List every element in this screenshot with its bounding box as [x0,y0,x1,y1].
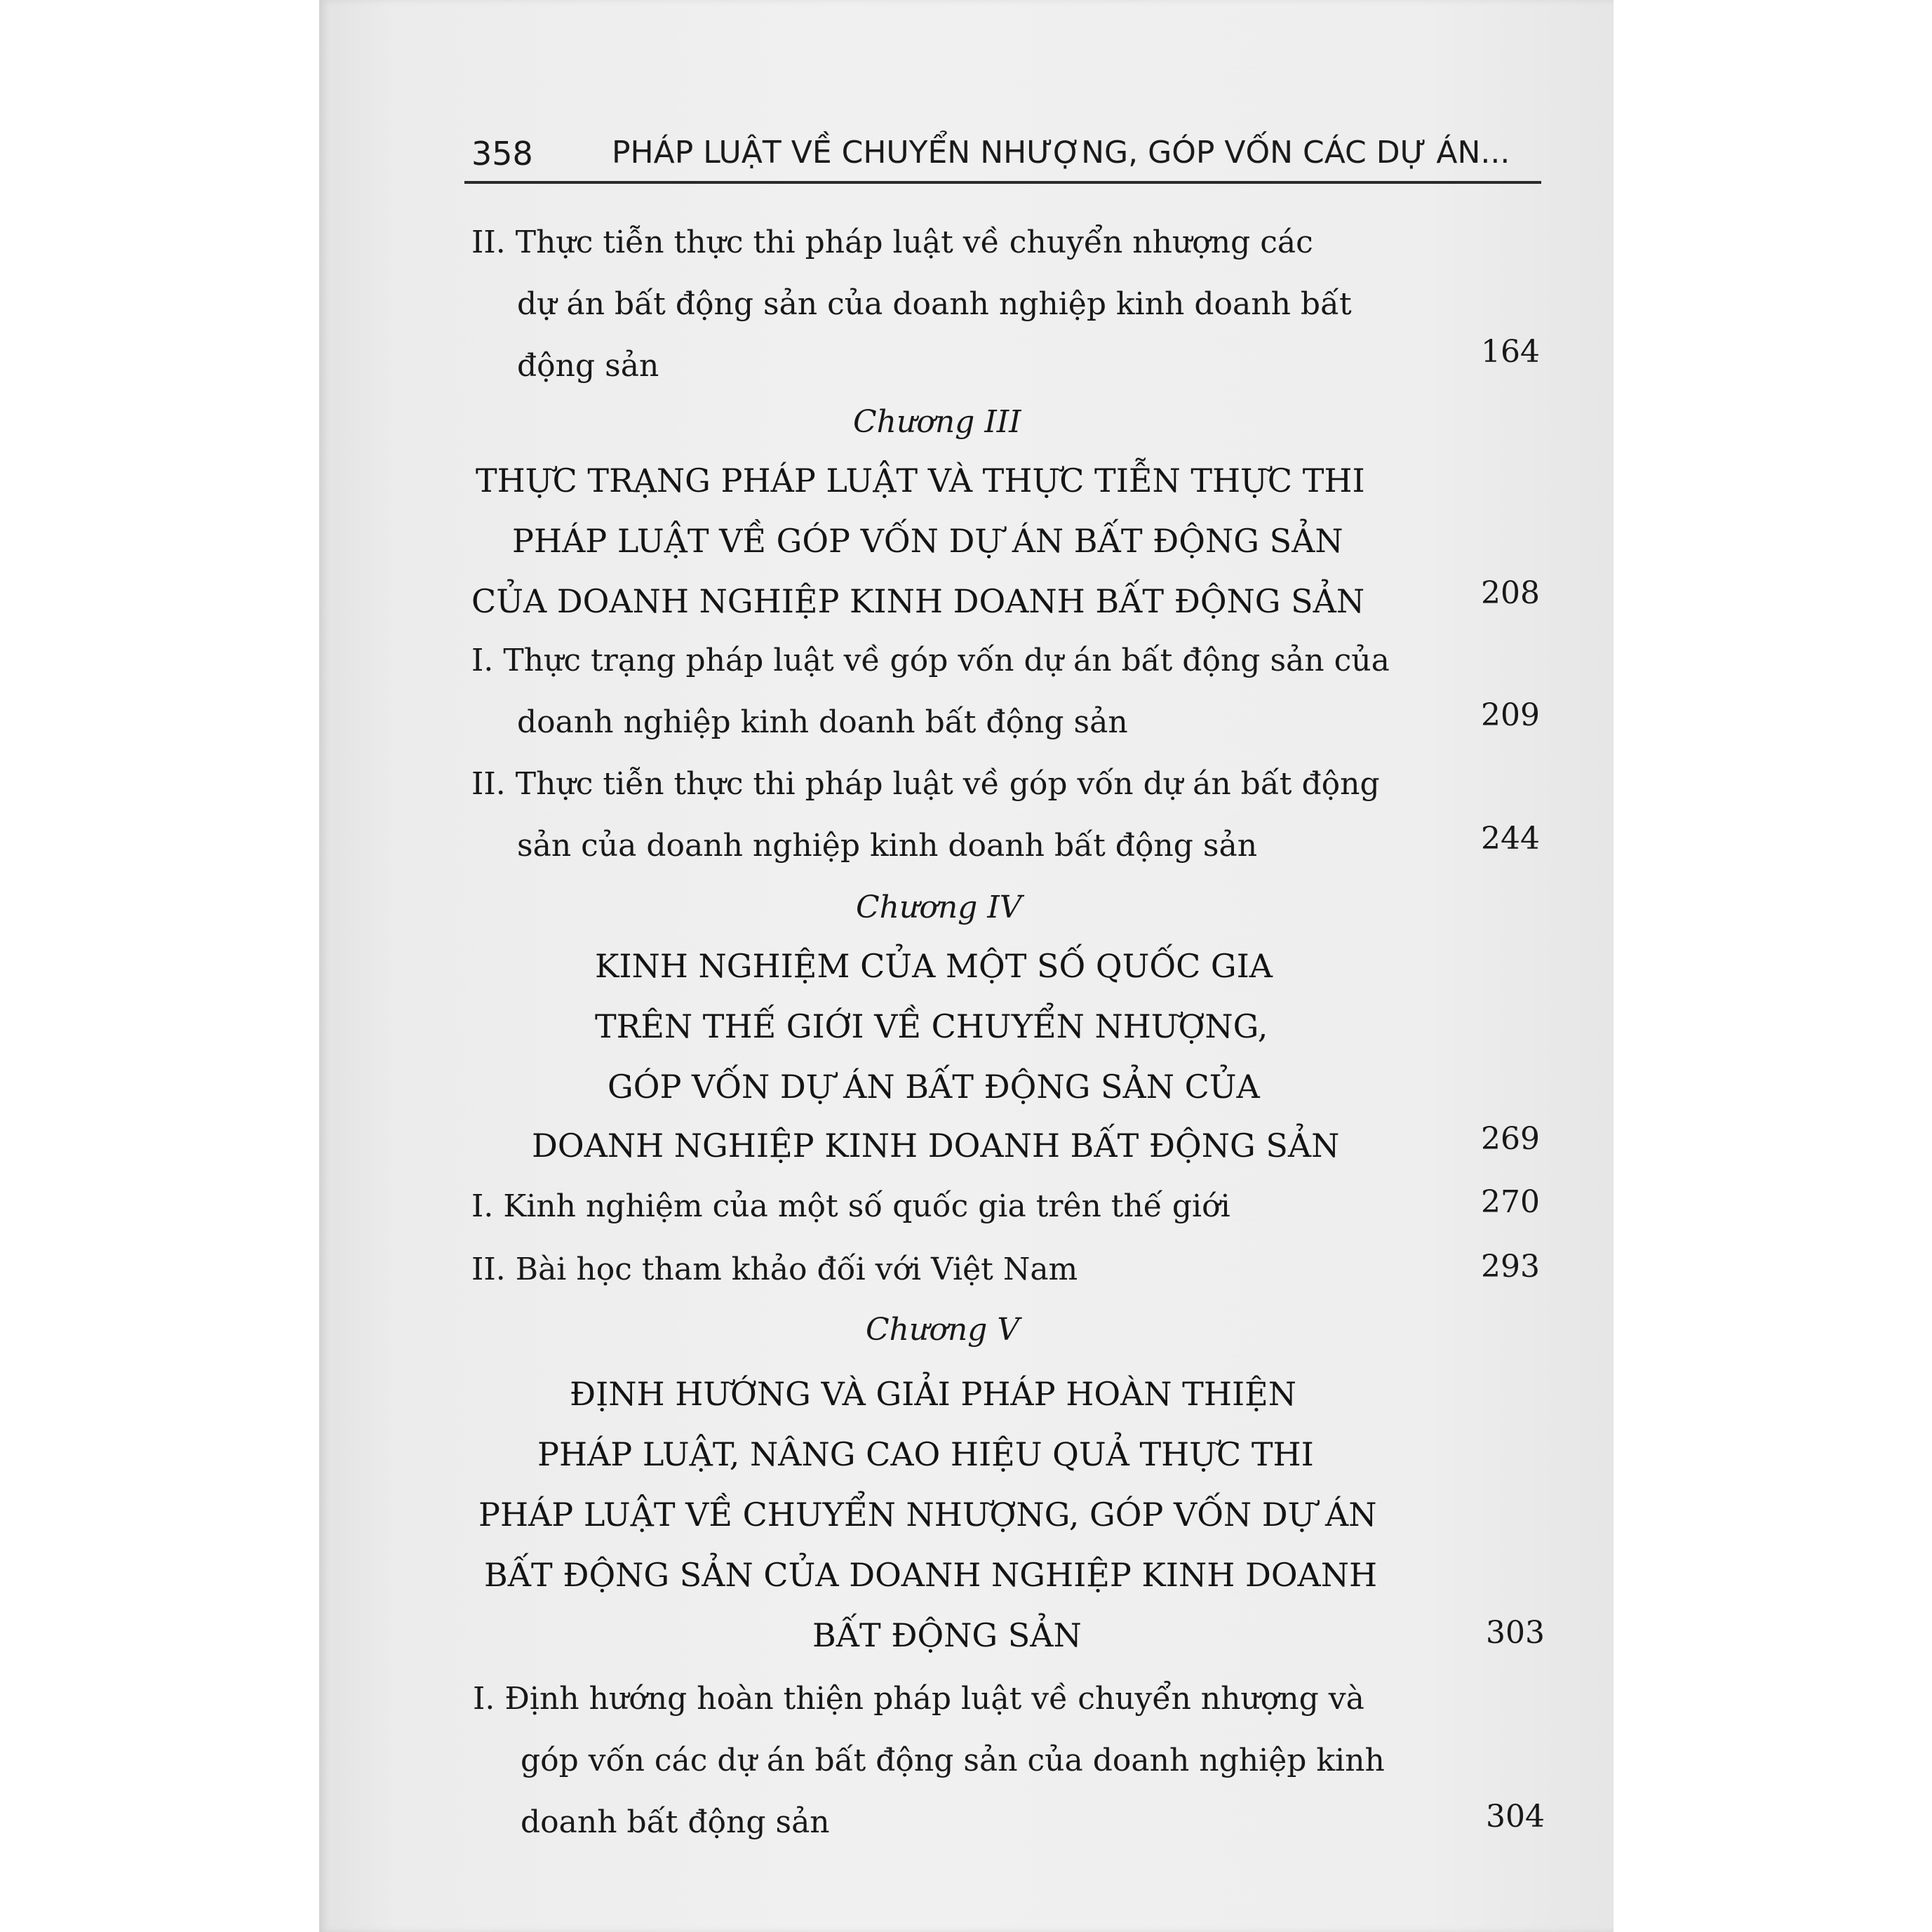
scan-right-margin [1614,0,1932,1932]
chapter-label: Chương V [866,1312,1020,1348]
toc-entry-line: dự án bất động sản của doanh nghiệp kinh doanh bất [517,286,1352,322]
toc-entry-line: II. Thực tiễn thực thi pháp luật về góp vốn dự án bất động [471,766,1380,802]
chapter-title-line: DOANH NGHIỆP KINH DOANH BẤT ĐỘNG SẢN [532,1127,1340,1165]
toc-page-number: 304 [1486,1799,1545,1834]
toc-page-number: 293 [1481,1249,1540,1284]
header-rule [464,181,1541,184]
chapter-title-line: PHÁP LUẬT VỀ GÓP VỐN DỰ ÁN BẤT ĐỘNG SẢN [512,522,1343,560]
toc-entry-line: II. Bài học tham khảo đối với Việt Nam [471,1252,1078,1287]
toc-page-number: 244 [1481,821,1540,857]
chapter-title-line: TRÊN THẾ GIỚI VỀ CHUYỂN NHƯỢNG, [595,1007,1268,1045]
chapter-title-line: PHÁP LUẬT VỀ CHUYỂN NHƯỢNG, GÓP VỐN DỰ ÁN [478,1496,1377,1534]
chapter-title-line: BẤT ĐỘNG SẢN [812,1616,1082,1654]
chapter-title-line: BẤT ĐỘNG SẢN CỦA DOANH NGHIỆP KINH DOANH [484,1556,1378,1594]
chapter-title-line: PHÁP LUẬT, NÂNG CAO HIỆU QUẢ THỰC THI [537,1435,1314,1473]
toc-page-number: 209 [1481,697,1540,733]
chapter-label: Chương IV [856,890,1022,925]
scan-left-margin [0,0,319,1932]
toc-entry-line: I. Định hướng hoàn thiện pháp luật về chuyển nhượng và [473,1681,1364,1717]
chapter-title-line: THỰC TRẠNG PHÁP LUẬT VÀ THỰC TIỄN THỰC THI [476,462,1365,499]
running-title: PHÁP LUẬT VỀ CHUYỂN NHƯỢNG, GÓP VỐN CÁC DỰ ÁN... [612,135,1510,170]
toc-page-number: 303 [1486,1615,1545,1651]
header-page-number: 358 [471,135,533,173]
chapter-title-line: CỦA DOANH NGHIỆP KINH DOANH BẤT ĐỘNG SẢN [471,582,1365,620]
toc-page-number: 164 [1481,334,1540,370]
toc-page-number: 208 [1481,575,1540,611]
chapter-title-line: GÓP VỐN DỰ ÁN BẤT ĐỘNG SẢN CỦA [608,1068,1260,1106]
toc-entry-line: doanh bất động sản [521,1804,830,1840]
toc-page-number: 270 [1481,1184,1540,1220]
toc-entry-line: động sản [517,348,659,384]
chapter-label: Chương III [853,404,1021,440]
toc-entry-line: II. Thực tiễn thực thi pháp luật về chuyển nhượng các [471,224,1313,260]
chapter-title-line: ĐỊNH HƯỚNG VÀ GIẢI PHÁP HOÀN THIỆN [570,1375,1296,1413]
toc-entry-line: I. Thực trạng pháp luật về góp vốn dự án bất động sản của [471,643,1390,678]
chapter-title-line: KINH NGHIỆM CỦA MỘT SỐ QUỐC GIA [595,947,1273,985]
toc-entry-line: góp vốn các dự án bất động sản của doanh nghiệp kinh [521,1743,1385,1778]
page-header [471,128,1541,184]
toc-entry-line: sản của doanh nghiệp kinh doanh bất động sản [517,828,1258,864]
toc-page-number: 269 [1481,1121,1540,1157]
toc-entry-line: I. Kinh nghiệm của một số quốc gia trên thế giới [471,1188,1230,1224]
toc-entry-line: doanh nghiệp kinh doanh bất động sản [517,704,1128,740]
